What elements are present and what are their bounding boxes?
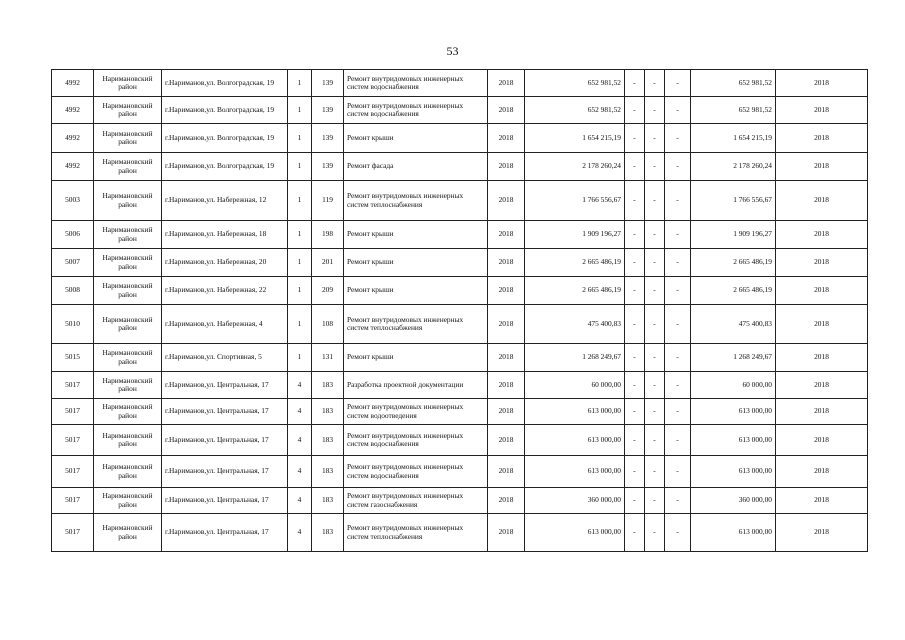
row-col-a: 4 xyxy=(288,514,312,552)
row-address: г.Нариманов,ул. Набережная, 18 xyxy=(162,221,288,249)
row-work-type: Ремонт внутридомовых инженерных систем теплоснабжения xyxy=(344,181,488,221)
row-cost: 613 000,00 xyxy=(525,399,625,425)
row-dash-1: - xyxy=(625,249,645,277)
row-dash-3: - xyxy=(665,344,691,372)
row-col-b: 183 xyxy=(312,514,344,552)
row-dash-1: - xyxy=(625,344,645,372)
row-col-a: 1 xyxy=(288,249,312,277)
row-col-a: 4 xyxy=(288,488,312,514)
row-col-a: 4 xyxy=(288,456,312,488)
repair-program-table xyxy=(51,69,868,552)
row-col-b: 131 xyxy=(312,344,344,372)
row-total: 2 665 486,19 xyxy=(691,277,776,305)
row-col-b: 139 xyxy=(312,153,344,181)
row-dash-2: - xyxy=(645,277,665,305)
row-cost: 2 178 260,24 xyxy=(525,153,625,181)
row-work-type: Ремонт крыши xyxy=(344,221,488,249)
row-year: 2018 xyxy=(488,399,525,425)
row-total: 2 178 260,24 xyxy=(691,153,776,181)
row-dash-2: - xyxy=(645,70,665,97)
row-address: г.Нариманов,ул. Центральная, 17 xyxy=(162,488,288,514)
row-cost: 1 766 556,67 xyxy=(525,181,625,221)
row-year-end: 2018 xyxy=(776,249,868,277)
row-dash-1: - xyxy=(625,70,645,97)
row-year: 2018 xyxy=(488,181,525,221)
row-dash-2: - xyxy=(645,399,665,425)
table-row xyxy=(52,153,868,181)
row-total: 652 981,52 xyxy=(691,70,776,97)
row-dash-3: - xyxy=(665,399,691,425)
row-district: Наримановский район xyxy=(94,488,162,514)
row-col-b: 183 xyxy=(312,425,344,456)
row-cost: 60 000,00 xyxy=(525,372,625,399)
row-col-a: 1 xyxy=(288,277,312,305)
row-dash-3: - xyxy=(665,514,691,552)
row-col-a: 4 xyxy=(288,372,312,399)
row-district: Наримановский район xyxy=(94,514,162,552)
row-col-b: 198 xyxy=(312,221,344,249)
row-dash-3: - xyxy=(665,277,691,305)
row-year: 2018 xyxy=(488,372,525,399)
row-id: 4992 xyxy=(52,153,94,181)
table-row xyxy=(52,249,868,277)
row-dash-3: - xyxy=(665,305,691,344)
row-col-b: 209 xyxy=(312,277,344,305)
row-year-end: 2018 xyxy=(776,399,868,425)
row-cost: 1 268 249,67 xyxy=(525,344,625,372)
row-work-type: Ремонт внутридомовых инженерных систем теплоснабжения xyxy=(344,305,488,344)
row-district: Наримановский район xyxy=(94,399,162,425)
row-dash-1: - xyxy=(625,425,645,456)
row-district: Наримановский район xyxy=(94,305,162,344)
row-dash-3: - xyxy=(665,249,691,277)
row-col-b: 183 xyxy=(312,488,344,514)
row-col-a: 1 xyxy=(288,70,312,97)
row-total: 613 000,00 xyxy=(691,399,776,425)
row-year-end: 2018 xyxy=(776,277,868,305)
row-dash-1: - xyxy=(625,181,645,221)
row-district: Наримановский район xyxy=(94,344,162,372)
row-year-end: 2018 xyxy=(776,181,868,221)
row-district: Наримановский район xyxy=(94,456,162,488)
row-cost: 2 665 486,19 xyxy=(525,249,625,277)
row-district: Наримановский район xyxy=(94,425,162,456)
row-cost: 613 000,00 xyxy=(525,425,625,456)
row-year: 2018 xyxy=(488,514,525,552)
row-col-b: 119 xyxy=(312,181,344,221)
row-cost: 2 665 486,19 xyxy=(525,277,625,305)
row-district: Наримановский район xyxy=(94,221,162,249)
row-dash-2: - xyxy=(645,97,665,124)
row-year-end: 2018 xyxy=(776,97,868,124)
row-year-end: 2018 xyxy=(776,153,868,181)
table-row xyxy=(52,514,868,552)
row-address: г.Нариманов,ул. Спортивная, 5 xyxy=(162,344,288,372)
row-total: 60 000,00 xyxy=(691,372,776,399)
table-row xyxy=(52,344,868,372)
row-col-b: 183 xyxy=(312,372,344,399)
row-dash-2: - xyxy=(645,372,665,399)
row-col-b: 139 xyxy=(312,124,344,153)
row-year: 2018 xyxy=(488,488,525,514)
row-year-end: 2018 xyxy=(776,124,868,153)
row-address: г.Нариманов,ул. Набережная, 12 xyxy=(162,181,288,221)
row-cost: 1 909 196,27 xyxy=(525,221,625,249)
row-col-a: 1 xyxy=(288,221,312,249)
row-work-type: Ремонт крыши xyxy=(344,249,488,277)
row-dash-1: - xyxy=(625,153,645,181)
row-district: Наримановский район xyxy=(94,153,162,181)
row-year: 2018 xyxy=(488,70,525,97)
row-col-a: 1 xyxy=(288,344,312,372)
row-work-type: Ремонт внутридомовых инженерных систем водоснабжения xyxy=(344,97,488,124)
row-id: 4992 xyxy=(52,124,94,153)
row-total: 1 654 215,19 xyxy=(691,124,776,153)
row-work-type: Ремонт крыши xyxy=(344,124,488,153)
row-year: 2018 xyxy=(488,277,525,305)
row-dash-3: - xyxy=(665,70,691,97)
row-work-type: Ремонт внутридомовых инженерных систем газоснабжения xyxy=(344,488,488,514)
row-address: г.Нариманов,ул. Набережная, 4 xyxy=(162,305,288,344)
row-id: 5015 xyxy=(52,344,94,372)
row-cost: 360 000,00 xyxy=(525,488,625,514)
row-dash-1: - xyxy=(625,221,645,249)
row-address: г.Нариманов,ул. Центральная, 17 xyxy=(162,372,288,399)
row-year: 2018 xyxy=(488,221,525,249)
row-total: 360 000,00 xyxy=(691,488,776,514)
page-number: 53 xyxy=(446,44,459,58)
row-cost: 1 654 215,19 xyxy=(525,124,625,153)
row-dash-3: - xyxy=(665,181,691,221)
row-dash-2: - xyxy=(645,249,665,277)
row-col-b: 108 xyxy=(312,305,344,344)
row-year: 2018 xyxy=(488,249,525,277)
row-year-end: 2018 xyxy=(776,305,868,344)
row-col-a: 1 xyxy=(288,181,312,221)
table-row xyxy=(52,70,868,97)
row-dash-1: - xyxy=(625,488,645,514)
row-total: 613 000,00 xyxy=(691,425,776,456)
row-total: 475 400,83 xyxy=(691,305,776,344)
row-total: 613 000,00 xyxy=(691,456,776,488)
table-row xyxy=(52,425,868,456)
row-dash-2: - xyxy=(645,488,665,514)
row-year: 2018 xyxy=(488,305,525,344)
row-dash-2: - xyxy=(645,153,665,181)
row-work-type: Ремонт внутридомовых инженерных систем теплоснабжения xyxy=(344,514,488,552)
row-address: г.Нариманов,ул. Центральная, 17 xyxy=(162,456,288,488)
row-address: г.Нариманов,ул. Центральная, 17 xyxy=(162,399,288,425)
row-dash-2: - xyxy=(645,456,665,488)
row-col-b: 183 xyxy=(312,399,344,425)
row-id: 5017 xyxy=(52,425,94,456)
row-col-a: 4 xyxy=(288,425,312,456)
row-dash-1: - xyxy=(625,399,645,425)
table-row xyxy=(52,488,868,514)
row-id: 5017 xyxy=(52,399,94,425)
table-row xyxy=(52,399,868,425)
row-id: 5010 xyxy=(52,305,94,344)
row-year-end: 2018 xyxy=(776,70,868,97)
row-dash-3: - xyxy=(665,372,691,399)
row-id: 5017 xyxy=(52,372,94,399)
row-year: 2018 xyxy=(488,425,525,456)
row-year: 2018 xyxy=(488,124,525,153)
row-year: 2018 xyxy=(488,97,525,124)
row-district: Наримановский район xyxy=(94,70,162,97)
row-year: 2018 xyxy=(488,344,525,372)
row-cost: 652 981,52 xyxy=(525,97,625,124)
row-address: г.Нариманов,ул. Волгоградская, 19 xyxy=(162,70,288,97)
row-district: Наримановский район xyxy=(94,181,162,221)
row-year-end: 2018 xyxy=(776,488,868,514)
row-dash-2: - xyxy=(645,221,665,249)
row-dash-3: - xyxy=(665,425,691,456)
row-total: 613 000,00 xyxy=(691,514,776,552)
row-address: г.Нариманов,ул. Набережная, 22 xyxy=(162,277,288,305)
row-dash-3: - xyxy=(665,97,691,124)
row-year-end: 2018 xyxy=(776,344,868,372)
row-address: г.Нариманов,ул. Центральная, 17 xyxy=(162,514,288,552)
row-work-type: Ремонт внутридомовых инженерных систем водоотведения xyxy=(344,399,488,425)
row-year-end: 2018 xyxy=(776,372,868,399)
row-dash-3: - xyxy=(665,488,691,514)
row-dash-3: - xyxy=(665,456,691,488)
row-dash-1: - xyxy=(625,124,645,153)
row-dash-3: - xyxy=(665,221,691,249)
row-dash-1: - xyxy=(625,277,645,305)
row-district: Наримановский район xyxy=(94,124,162,153)
row-district: Наримановский район xyxy=(94,97,162,124)
row-address: г.Нариманов,ул. Волгоградская, 19 xyxy=(162,97,288,124)
row-work-type: Ремонт внутридомовых инженерных систем водоснабжения xyxy=(344,456,488,488)
row-cost: 652 981,52 xyxy=(525,70,625,97)
row-year-end: 2018 xyxy=(776,221,868,249)
row-dash-2: - xyxy=(645,514,665,552)
row-id: 4992 xyxy=(52,97,94,124)
row-district: Наримановский район xyxy=(94,372,162,399)
row-total: 1 766 556,67 xyxy=(691,181,776,221)
table-row xyxy=(52,456,868,488)
row-year-end: 2018 xyxy=(776,425,868,456)
row-cost: 613 000,00 xyxy=(525,514,625,552)
row-id: 5006 xyxy=(52,221,94,249)
table-row xyxy=(52,305,868,344)
row-dash-2: - xyxy=(645,124,665,153)
row-dash-2: - xyxy=(645,305,665,344)
row-col-a: 4 xyxy=(288,399,312,425)
table-row xyxy=(52,124,868,153)
row-work-type: Ремонт фасада xyxy=(344,153,488,181)
table-row xyxy=(52,277,868,305)
row-col-a: 1 xyxy=(288,97,312,124)
row-work-type: Ремонт внутридомовых инженерных систем водоснабжения xyxy=(344,70,488,97)
row-total: 1 268 249,67 xyxy=(691,344,776,372)
row-total: 2 665 486,19 xyxy=(691,249,776,277)
row-address: г.Нариманов,ул. Волгоградская, 19 xyxy=(162,124,288,153)
row-dash-1: - xyxy=(625,456,645,488)
row-dash-3: - xyxy=(665,124,691,153)
row-col-b: 201 xyxy=(312,249,344,277)
row-district: Наримановский район xyxy=(94,249,162,277)
row-year-end: 2018 xyxy=(776,456,868,488)
row-cost: 475 400,83 xyxy=(525,305,625,344)
row-dash-2: - xyxy=(645,344,665,372)
row-district: Наримановский район xyxy=(94,277,162,305)
row-id: 5017 xyxy=(52,456,94,488)
table-row xyxy=(52,372,868,399)
row-dash-3: - xyxy=(665,153,691,181)
row-dash-1: - xyxy=(625,372,645,399)
row-dash-1: - xyxy=(625,514,645,552)
row-address: г.Нариманов,ул. Набережная, 20 xyxy=(162,249,288,277)
row-id: 5007 xyxy=(52,249,94,277)
row-dash-1: - xyxy=(625,97,645,124)
row-id: 5003 xyxy=(52,181,94,221)
row-col-b: 139 xyxy=(312,70,344,97)
row-id: 5017 xyxy=(52,514,94,552)
row-work-type: Ремонт крыши xyxy=(344,344,488,372)
row-work-type: Ремонт внутридомовых инженерных систем водоснабжения xyxy=(344,425,488,456)
row-dash-1: - xyxy=(625,305,645,344)
row-year: 2018 xyxy=(488,153,525,181)
row-total: 1 909 196,27 xyxy=(691,221,776,249)
row-address: г.Нариманов,ул. Волгоградская, 19 xyxy=(162,153,288,181)
row-work-type: Ремонт крыши xyxy=(344,277,488,305)
row-total: 652 981,52 xyxy=(691,97,776,124)
row-year-end: 2018 xyxy=(776,514,868,552)
row-id: 5008 xyxy=(52,277,94,305)
row-year: 2018 xyxy=(488,456,525,488)
row-col-a: 1 xyxy=(288,124,312,153)
table-row xyxy=(52,181,868,221)
row-dash-2: - xyxy=(645,181,665,221)
row-cost: 613 000,00 xyxy=(525,456,625,488)
row-id: 5017 xyxy=(52,488,94,514)
table-row xyxy=(52,221,868,249)
row-id: 4992 xyxy=(52,70,94,97)
table-row xyxy=(52,97,868,124)
row-col-b: 183 xyxy=(312,456,344,488)
row-address: г.Нариманов,ул. Центральная, 17 xyxy=(162,425,288,456)
row-col-a: 1 xyxy=(288,305,312,344)
row-col-a: 1 xyxy=(288,153,312,181)
row-work-type: Разработка проектной документации xyxy=(344,372,488,399)
row-col-b: 139 xyxy=(312,97,344,124)
row-dash-2: - xyxy=(645,425,665,456)
